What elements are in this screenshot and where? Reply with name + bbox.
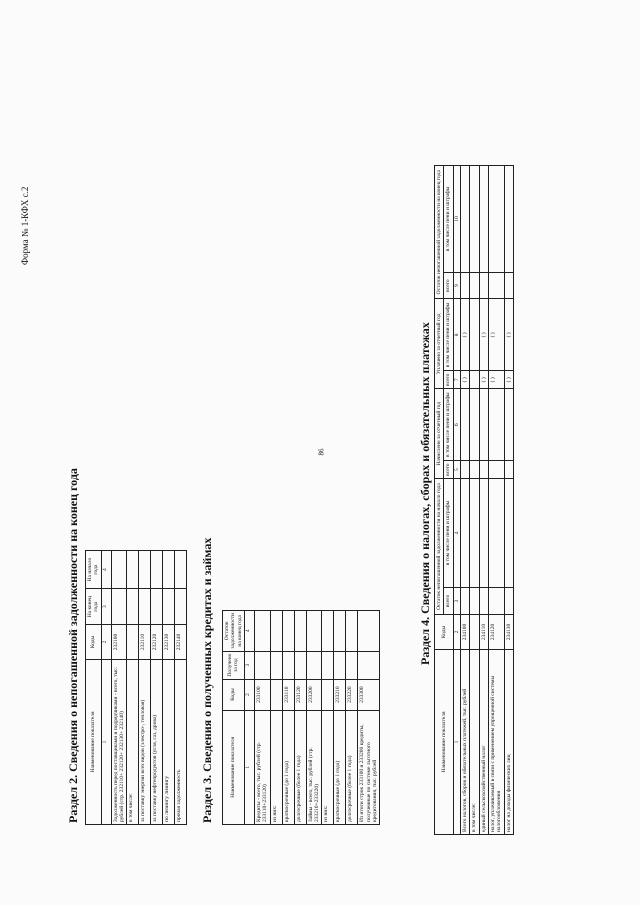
row-code: 232120 (151, 625, 163, 660)
col-number: 10 (453, 166, 460, 273)
value-cell[interactable] (460, 389, 469, 461)
table-row (504, 166, 513, 835)
col-header-code: Коды (86, 625, 102, 660)
col-number: 6 (453, 389, 460, 461)
row-code: 234130 (504, 615, 513, 650)
sub-header-penalty: в том числе пени и штрафы (444, 299, 453, 371)
section2-title: Раздел 2. Сведения о непогашенной задолженности на конец года (66, 468, 80, 823)
value-cell[interactable] (334, 611, 346, 652)
row-code: 233220 (346, 679, 358, 710)
col-number-row (101, 551, 111, 825)
value-cell[interactable] (488, 389, 504, 461)
row-code (470, 615, 479, 650)
value-cell[interactable] (504, 272, 513, 299)
value-cell[interactable] (504, 461, 513, 479)
sub-header-penalty: в том числе пени и штрафы (444, 166, 453, 273)
row-code: 234110 (479, 615, 488, 650)
col-number-row (453, 166, 460, 835)
value-cell[interactable] (504, 479, 513, 588)
value-cell[interactable] (479, 461, 488, 479)
value-cell[interactable] (282, 611, 294, 652)
col-number: 4 (453, 479, 460, 588)
value-cell[interactable] (470, 461, 479, 479)
value-cell[interactable] (306, 651, 322, 679)
table-row (111, 551, 127, 825)
value-cell[interactable] (127, 551, 139, 589)
value-cell[interactable] (470, 389, 479, 461)
paid-cell[interactable]: ( ) (479, 371, 488, 389)
value-cell[interactable] (488, 587, 504, 614)
row-code: 232110 (139, 625, 151, 660)
page-number: 86 (317, 448, 326, 456)
row-name: в том числе: (127, 660, 139, 825)
value-cell[interactable] (163, 551, 175, 589)
col-number: 2 (244, 679, 254, 710)
paid-cell[interactable]: ( ) (488, 299, 504, 371)
value-cell[interactable] (322, 651, 334, 679)
table-row (322, 611, 334, 825)
row-name: налог, уплачиваемый в связи с применением упрощенной системы налогообложения (488, 650, 504, 835)
col-number: 3 (453, 587, 460, 614)
table-row (151, 551, 163, 825)
paid-cell[interactable]: ( ) (504, 371, 513, 389)
value-cell[interactable] (488, 461, 504, 479)
value-cell[interactable] (470, 166, 479, 273)
row-name: за поставку нефтепродуктов (угля, газ, дрова) (151, 660, 163, 825)
sub-header-total: всего (444, 461, 453, 479)
col-group-start-balance: Остаток непогашенной задолженности на начало года (435, 479, 444, 615)
table-header-row (223, 611, 245, 825)
value-cell[interactable] (139, 551, 151, 589)
value-cell[interactable] (470, 299, 479, 371)
table-row (479, 166, 488, 835)
value-cell[interactable] (488, 479, 504, 588)
value-cell[interactable] (504, 587, 513, 614)
col-header-name: Наименование показателя (435, 650, 454, 835)
paid-cell[interactable]: ( ) (479, 299, 488, 371)
value-cell[interactable] (322, 611, 334, 652)
col-number: 7 (453, 371, 460, 389)
value-cell[interactable] (470, 272, 479, 299)
value-cell[interactable] (470, 371, 479, 389)
row-name: Займы - всего, тыс. рублей (стр. 233210+233220) (306, 710, 322, 824)
value-cell[interactable] (111, 589, 127, 625)
table-row (254, 611, 270, 825)
table-row (270, 611, 282, 825)
row-name: Всего налогов, сборов и обязательных платежей, тыс. рублей (460, 650, 469, 835)
value-cell[interactable] (127, 589, 139, 625)
row-code: 233110 (282, 679, 294, 710)
value-cell[interactable] (334, 651, 346, 679)
value-cell[interactable] (479, 166, 488, 273)
row-code: 234100 (460, 615, 469, 650)
value-cell[interactable] (163, 589, 175, 625)
value-cell[interactable] (460, 166, 469, 273)
value-cell[interactable] (460, 461, 469, 479)
value-cell[interactable] (479, 272, 488, 299)
table-row (175, 551, 187, 825)
row-code: 233120 (294, 679, 306, 710)
col-group-accrued: Начислено за отчетный год (435, 389, 444, 479)
value-cell[interactable] (358, 611, 380, 652)
row-name: Кредиты - всего, тыс. рублей (стр. 233110+233120) (254, 710, 270, 824)
value-cell[interactable] (270, 651, 282, 679)
value-cell[interactable] (175, 551, 187, 589)
row-code: 232140 (175, 625, 187, 660)
table-row (346, 611, 358, 825)
value-cell[interactable] (358, 651, 380, 679)
table-row (294, 611, 306, 825)
col-number: 2 (101, 625, 111, 660)
col-number: 3 (244, 651, 254, 679)
table-row (460, 166, 469, 835)
row-name: долгосрочные (более 1 года) (346, 710, 358, 824)
col-header-name: Наименование показателя (223, 710, 245, 824)
paid-cell[interactable]: ( ) (460, 371, 469, 389)
table-row (163, 551, 175, 825)
value-cell[interactable] (488, 272, 504, 299)
value-cell[interactable] (488, 166, 504, 273)
col-number: 3 (101, 589, 111, 625)
row-code: 234120 (488, 615, 504, 650)
col-header-received: Получено за год (223, 651, 245, 679)
row-name: краткосрочные (до 1 года) (334, 710, 346, 824)
paid-cell[interactable]: ( ) (504, 299, 513, 371)
row-code: 233300 (358, 679, 380, 710)
col-group-paid: Уплачено за отчетный год (435, 299, 444, 389)
row-code: 233200 (306, 679, 322, 710)
row-name: налог на доходы физических лиц (504, 650, 513, 835)
value-cell[interactable] (282, 651, 294, 679)
form-label: Форма № 1-КФХ с.2 (20, 186, 30, 265)
value-cell[interactable] (460, 479, 469, 588)
sub-header-total: всего (444, 272, 453, 299)
col-number: 1 (244, 710, 254, 824)
table-header-row (86, 551, 102, 825)
value-cell[interactable] (175, 589, 187, 625)
value-cell[interactable] (346, 651, 358, 679)
value-cell[interactable] (479, 479, 488, 588)
sub-header-penalty: в том числе пени и штрафы (444, 479, 453, 588)
row-code: 233100 (254, 679, 270, 710)
col-number: 8 (453, 299, 460, 371)
paid-cell[interactable]: ( ) (488, 371, 504, 389)
section3-table (222, 610, 380, 825)
value-cell[interactable] (470, 587, 479, 614)
col-number: 1 (453, 650, 460, 835)
table-row (488, 166, 504, 835)
value-cell[interactable] (254, 611, 270, 652)
col-number: 2 (453, 615, 460, 650)
row-code (322, 679, 334, 710)
sub-header-total: всего (444, 587, 453, 614)
value-cell[interactable] (151, 589, 163, 625)
value-cell[interactable] (346, 611, 358, 652)
row-name: за поставку энергии всех видов (электро-, тепловая) (139, 660, 151, 825)
sub-header-total: всего (444, 371, 453, 389)
value-cell[interactable] (479, 587, 488, 614)
value-cell[interactable] (294, 651, 306, 679)
table-row (306, 611, 322, 825)
row-name: из них: (322, 710, 334, 824)
table-row (470, 166, 479, 835)
table-row (334, 611, 346, 825)
row-code (270, 679, 282, 710)
sub-header-penalty: в том числе пени и штрафы (444, 389, 453, 461)
value-cell[interactable] (470, 479, 479, 588)
col-number: 1 (101, 660, 111, 825)
value-cell[interactable] (479, 389, 488, 461)
row-code: 232100 (111, 625, 127, 660)
value-cell[interactable] (151, 551, 163, 589)
value-cell[interactable] (306, 611, 322, 652)
value-cell[interactable] (254, 651, 270, 679)
row-name: прочая задолженность (175, 660, 187, 825)
col-number: 9 (453, 272, 460, 299)
value-cell[interactable] (139, 589, 151, 625)
col-group-end-balance: Остаток непогашенной задолженности на конец года (435, 166, 444, 299)
table-row (358, 611, 380, 825)
row-code: 232130 (163, 625, 175, 660)
table-header-row (435, 166, 444, 835)
value-cell[interactable] (460, 272, 469, 299)
col-header-start: На начало года (86, 551, 102, 589)
section4-table (434, 165, 514, 835)
value-cell[interactable] (504, 166, 513, 273)
value-cell[interactable] (504, 389, 513, 461)
value-cell[interactable] (460, 587, 469, 614)
col-header-code: Коды (223, 679, 245, 710)
col-number-row (244, 611, 254, 825)
row-name: Задолженность перед поставщиками и подрядчиками - всего, тыс. рублей (стр. 232110+ 232120+ 232130+ 232140) (111, 660, 127, 825)
row-name: по лизингу лизингу (163, 660, 175, 825)
col-header-end: На конец года (86, 589, 102, 625)
row-name: из них: (270, 710, 282, 824)
value-cell[interactable] (294, 611, 306, 652)
row-name: единый сельскохозяйственный налог (479, 650, 488, 835)
col-number: 4 (244, 611, 254, 652)
col-number: 5 (453, 461, 460, 479)
paid-cell[interactable]: ( ) (460, 299, 469, 371)
col-header-name: Наименование показателя (86, 660, 102, 825)
table-row (127, 551, 139, 825)
row-code (127, 625, 139, 660)
value-cell[interactable] (270, 611, 282, 652)
table-row (139, 551, 151, 825)
value-cell[interactable] (111, 551, 127, 589)
row-name: долгосрочные (более 1 года) (294, 710, 306, 824)
row-name: краткосрочные (до 1 года) (282, 710, 294, 824)
section4-title: Раздел 4. Сведения о налогах, сборах и обязательных платежах (418, 322, 432, 665)
table-row (282, 611, 294, 825)
row-name: в том числе: (470, 650, 479, 835)
section2-table (85, 550, 187, 825)
section3-title: Раздел 3. Сведения о полученных кредитах и займах (200, 537, 214, 823)
col-header-code: Коды (435, 615, 454, 650)
col-header-balance: Остаток задолженности на конец года (223, 611, 245, 652)
row-name: Из итоги строк 233100 и 233200 кредиты, полученные по системе льготного кредитования, тыс. рублей (358, 710, 380, 824)
col-number: 4 (101, 551, 111, 589)
row-code: 233210 (334, 679, 346, 710)
